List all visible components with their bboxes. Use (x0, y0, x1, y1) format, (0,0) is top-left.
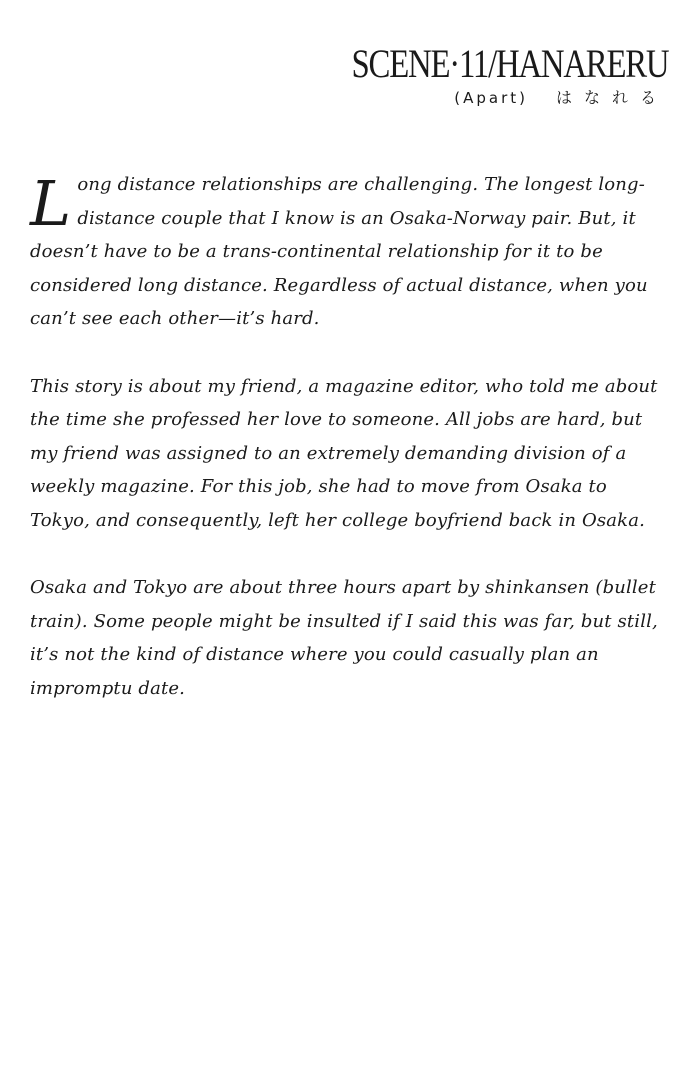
scene-subtitle (282, 88, 668, 108)
paragraph-1 (30, 168, 660, 336)
subtitle-japanese: はなれる (555, 88, 668, 107)
paragraph-1-text: ong distance relationships are challenging. The longest long-distance couple that I know is an Osaka-Norway pair. But, it doesn’t have to be a trans-continental relationship for it to be considered long distance. Regardless of actual distance, when you can’t see each other—it’s hard. (30, 174, 648, 330)
scene-title: SCENE·11/HANARERU (351, 41, 668, 86)
paragraph-3: Osaka and Tokyo are about three hours apart by shinkansen (bullet train). Some people might be insulted if I said this was far, but still, it’s not the kind of distance where you could casually plan an impromptu date. (30, 577, 658, 699)
scene-header (282, 42, 668, 108)
drop-cap: L (30, 167, 72, 240)
paragraph-2: This story is about my friend, a magazine editor, who told me about the time she professed her love to someone. All jobs are hard, but my friend was assigned to an extremely demanding division of a weekly magazine. For this job, she had to move from Osaka to Tokyo, and consequently, left her college boyfriend back in Osaka. (30, 375, 658, 531)
subtitle-english: (Apart) (454, 89, 528, 107)
article-body (30, 168, 660, 739)
